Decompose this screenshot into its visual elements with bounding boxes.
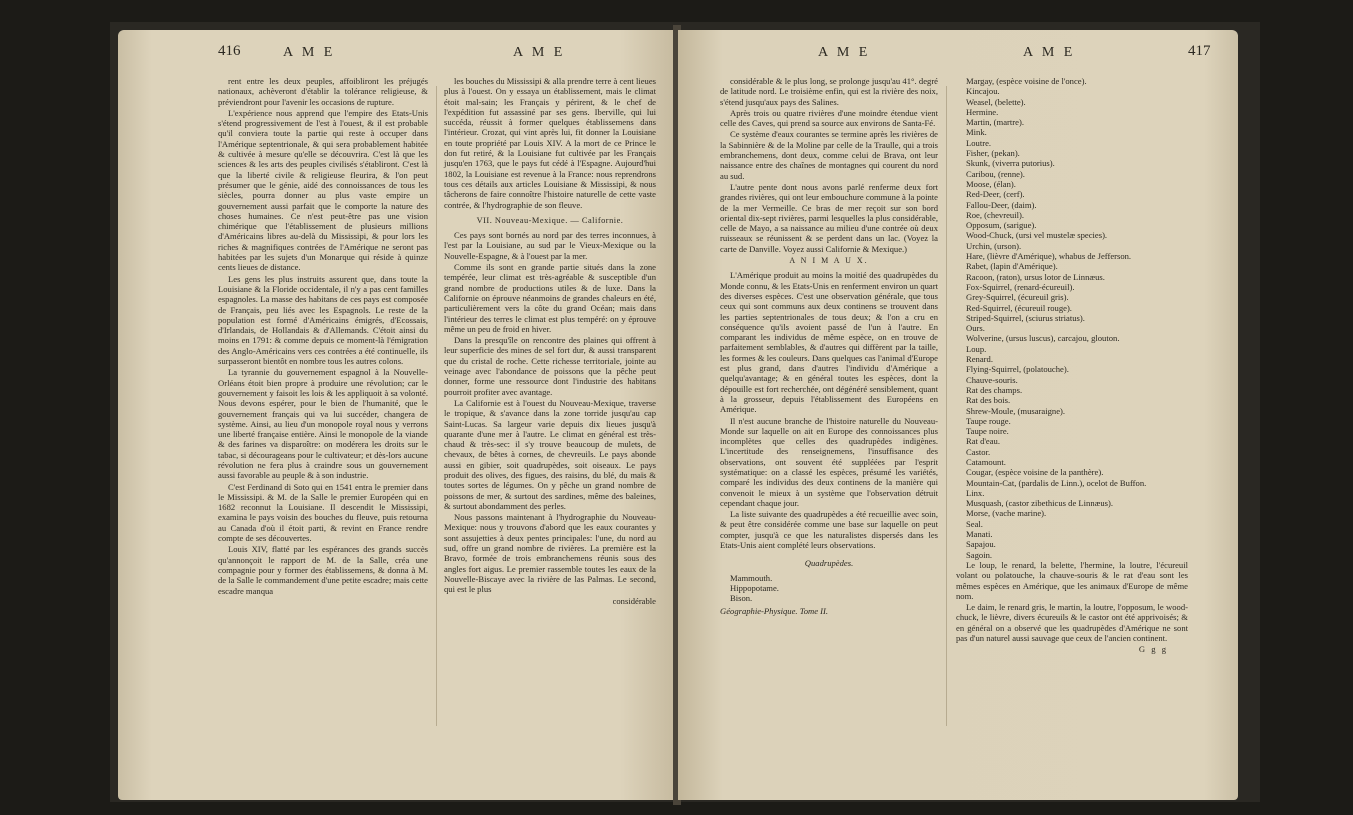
list-item: Castor.	[966, 446, 991, 457]
right-page	[678, 30, 1238, 800]
paragraph: L'Amérique produit au moins la moitié des quadrupèdes du Monde connu, & les Etats-Unis en renferment environ un quart des diverses espèces. C'est une observation générale, que tous ceux qui sont communs aux deux continens se trouvent dans les parties septentrionales de tous deux; & l'on a cru en conséquence qu'ils avoient passé de l'un à l'autre. En comparant les individus de même espèce, on en trouve de parfaitement semblables, & d'autres qui diffèrent par la taille, les formes & les couleurs. Dans quelques cas l'animal d'Europe est plus grand, dans d'autres l'individu d'Amérique a quelqu'avantage; & en général toutes les espèces, dont la dépouille est fort recherchée, ont dégénéré sensiblement, quant à la grosseur, depuis l'établissement des Européens en Amérique.	[720, 270, 938, 415]
list-item: Sagoin.	[966, 549, 993, 560]
list-heading: Quadrupèdes.	[804, 558, 854, 569]
list-item: Skunk, (viverra putorius).	[966, 158, 1055, 169]
paragraph: Ces pays sont bornés au nord par des terres inconnues, à l'est par la Louisiane, au sud par le Vieux-Mexique ou la Nouvelle-Espagne, & à l'ouest par la mer.	[444, 230, 656, 261]
paragraph: L'autre pente dont nous avons parlé renferme deux fort grandes rivières, qui ont leur embouchure commune à la pointe de la mer Vermeille. Ce bras de mer reçoit sur son bord oriental dix-sept rivières, parmi lesquelles la plus considérable, celle de Mayo, a sa naissance au milieu d'une contrée où deux ruisseaux se réunissent & se perdent dans un lac. (Voyez la carte de Danville. Voyez aussi Californie & Mexique.)	[720, 181, 938, 254]
left-page	[118, 30, 676, 800]
list-item: Loup.	[966, 343, 987, 354]
list-item: Rat des champs.	[966, 384, 1023, 395]
list-item: Striped-Squirrel, (sciurus striatus).	[966, 312, 1085, 323]
left-column-2	[444, 76, 656, 606]
list-item: Wood-Chuck, (ursi vel mustelæ species).	[966, 230, 1108, 241]
paragraph: Dans la presqu'île on rencontre des plaines qui offrent à leur superficie des mines de sel fort dur, & aussi transparent que du cristal de roche. Cette richesse territoriale, jointe au veinage avec l'abondance de poissons que la pêche peut donner, forme une ressource dont l'industrie des habitans pourroit profiter avec avantage.	[444, 335, 656, 397]
list-item: Mountain-Cat, (pardalis de Linn.), ocelot de Buffon.	[966, 477, 1147, 488]
list-item: Rat d'eau.	[966, 436, 1001, 447]
section-heading: VII. Nouveau-Mexique. — Californie.	[476, 215, 624, 225]
running-head: A M E	[283, 45, 336, 60]
list-item: Musquash, (castor zibethicus de Linnæus).	[966, 498, 1114, 509]
list-item: Catamount.	[966, 456, 1006, 467]
list-item: Grey-Squirrel, (écureuil gris).	[966, 292, 1069, 303]
running-head: A M E	[818, 45, 871, 60]
list-item: Rabet, (lapin d'Amérique).	[966, 261, 1058, 272]
list-item: Chauve-souris.	[966, 374, 1018, 385]
animal-list	[956, 76, 1188, 560]
paragraph: La liste suivante des quadrupèdes a été recueillie avec soin, & peut être considérée comme une base sur laquelle on peut compter, jusqu'à ce que les naturalistes dispersés dans les Etats-Unis aient complété leurs observations.	[720, 509, 938, 551]
list-item: Hippopotame.	[730, 582, 779, 593]
list-item: Weasel, (belette).	[966, 96, 1026, 107]
list-item: Cougar, (espèce voisine de la panthère).	[966, 467, 1104, 478]
list-item: Loutre.	[966, 137, 992, 148]
paragraph: Il n'est aucune branche de l'histoire naturelle du Nouveau-Monde sur laquelle on ait en Europe des connoissances plus incomplètes que celles des quadrupèdes indigènes. L'incertitude des renseignemens, l'insuffisance des observations, ont souvent été suppléées par l'esprit systématique: on a classé les espèces, présumé les variétés, comparé les individus des deux continens de la manière qui convenoit le mieux à un système que l'observation détruit cependant chaque jour.	[720, 415, 938, 508]
page-number: 417	[1188, 43, 1211, 59]
list-item: Margay, (espèce voisine de l'once).	[966, 76, 1087, 86]
section-heading: A N I M A U X.	[789, 256, 869, 266]
paragraph: Le loup, le renard, la belette, l'hermine, la loutre, l'écureuil volant ou polatouche, la chauve-souris & le rat d'eau sont les mêmes espèces en Amérique, que les animaux d'Europe de même nom.	[956, 559, 1188, 601]
paragraph: les bouches du Mississipi & alla prendre terre à cent lieues plus à l'ouest. On y essaya un établissement, mais le climat étoit mal-sain; les Français y périrent, & le chef de l'expédition fut assassiné par ses gens. Iberville, qui lui succéda, réussit à former quelques établissemens dans l'intérieur. Crozat, qui vint après lui, fit donner la Louisiane en toute propriété par Louis XIV. A la mort de ce Prince le don fut retiré, & la Louisiane fut cultivée par les Français jusqu'en 1763, que le pays fut cédé à l'Espagne. Aujourd'hui 1802, la Louisiane est revenue à la France: nous reprendrons tous ces détails aux articles Louisiane & Mississipi, & nous tâcherons de faire connoître l'histoire naturelle de cette vaste contrée, & l'hydrographie de son fleuve.	[444, 76, 656, 210]
right-column-1	[720, 76, 938, 616]
paragraph: Louis XIV, flatté par les espérances des grands succès qu'annonçoit le rapport de M. de la Salle, créa une compagnie pour y former des établissemens, & donna à M. de la Salle le commandement d'une petite escadre; mais cette escadre manqua	[218, 544, 428, 596]
column-rule	[436, 86, 437, 726]
right-column-2	[956, 76, 1188, 655]
list-item: Racoon, (raton), ursus lotor de Linnæus.	[966, 271, 1105, 282]
list-item: Bison.	[730, 593, 753, 604]
list-item: Renard.	[966, 354, 993, 365]
list-item: Manati.	[966, 529, 993, 540]
catchword: considérable	[612, 595, 656, 606]
paragraph: Après trois ou quatre rivières d'une moindre étendue vient celle des Caves, qui prend sa source aux environs de Santa-Fé.	[720, 107, 938, 129]
list-item: Roe, (chevreuil).	[966, 209, 1024, 220]
list-item: Morse, (vache marine).	[966, 508, 1047, 519]
left-column-1	[218, 76, 428, 597]
paragraph: C'est Ferdinand di Soto qui en 1541 entra le premier dans le Mississipi. & M. de la Salle le premier Européen qui en 1682 reconnut la Louisiane. Il descendit le Mississipi, examina le pays voisin des bouches du fleuve, puis retourna au Canada d'où il étoit parti, & revint en France rendre compte de ses découvertes.	[218, 481, 428, 544]
list-item: Fox-Squirrel, (renard-écureuil).	[966, 281, 1075, 292]
list-item: Red-Squirrel, (écureuil rouge).	[966, 302, 1072, 313]
list-item: Red-Deer, (cerf).	[966, 189, 1025, 200]
list-item: Opposum, (sarigue).	[966, 220, 1037, 231]
list-item: Fallou-Deer, (daim).	[966, 199, 1037, 210]
list-item: Hare, (lièvre d'Amérique), whabus de Jefferson.	[966, 251, 1132, 262]
paragraph: rent entre les deux peuples, affoibliront les préjugés nationaux, achèveront d'établir la tolérance religieuse, & préviendront pour l'avenir les occasions de rupture.	[218, 76, 428, 107]
paragraph: Nous passons maintenant à l'hydrographie du Nouveau-Mexique: nous y trouvons d'abord que les eaux courantes y sont assujetties à deux pentes principales: l'une, du nord au sud, offre un grand nombre de rivières. La première est la Bravo, formée de trois embranchemens réunis sous des angles fort aigus. Le premier rassemble toutes les eaux de la Nouvelle-Biscaye avec la rivière de las Palmas. Le second, qui est le plus	[444, 512, 656, 595]
animal-list	[720, 573, 938, 604]
paragraph: L'expérience nous apprend que l'empire des Etats-Unis s'étend progressivement de l'est à l'ouest, & il est probable qu'il conviera toute la partie qui reste à occuper dans l'Amérique septentrionale, & qui sera probablement habitée & cultivée à mesure qu'elle se découvrira. C'est là que les sciences & les arts des peuples civilisés s'établiront. C'est là que la liberté civile & religieuse fleurira, & l'on peut présumer que le génie, aidé des connoissances de tous les siècles, pourra donner au plus vaste empire un gouvernement aussi parfait que le comporte la nature des choses humaines. Ce n'est peut-être pas une vision chimérique que l'établissement de plusieurs millions d'Américains libres au-delà du Mississipi, & pour lors les riches & magnifiques contrées de l'Amérique ne seront pas habitées par les sujets d'un Monarque qui réside à quinze cents lieues de distance.	[218, 107, 428, 273]
list-item: Linx.	[966, 487, 985, 498]
page-footer: Géographie-Physique. Tome II.	[720, 605, 829, 616]
list-item: Martin, (martre).	[966, 117, 1024, 128]
list-item: Sapajou.	[966, 539, 996, 550]
list-item: Flying-Squirrel, (polatouche).	[966, 364, 1069, 375]
list-item: Mammouth.	[730, 572, 773, 583]
list-item: Seal.	[966, 518, 983, 529]
list-item: Taupe noire.	[966, 426, 1009, 437]
column-rule	[946, 86, 947, 726]
paragraph: considérable & le plus long, se prolonge jusqu'au 41°. degré de latitude nord. Le troisième enfin, qui est la rivière des noix, s'étend jusqu'aux pays des Salines.	[720, 76, 938, 107]
running-head: A M E	[1023, 45, 1076, 60]
signature-mark: G g g	[1138, 644, 1168, 655]
list-item: Taupe rouge.	[966, 415, 1011, 426]
page-number: 416	[218, 43, 241, 59]
paragraph: La Californie est à l'ouest du Nouveau-Mexique, traverse le tropique, & s'avance dans la zone torride jusqu'au cap Saint-Lucas. Sa largeur varie depuis dix lieues jusqu'à quarante d'une mer à l'autre. Le climat en général est très-chaud & très-sec: il s'y trouve beaucoup de mulets, de chevaux, de bêtes à cornes, de chevreuils. Le pays abonde aussi en gibier, soit quadrupèdes, soit oiseaux. Le pays produit des olives, des figues, des raisins, du blé, du maïs & toutes sortes de légumes. On y pêche un grand nombre de poissons de mer, & surtout des sardines, même des baleines, & surtout abondamment des perles.	[444, 397, 656, 511]
paragraph: Comme ils sont en grande partie situés dans la zone tempérée, leur climat est très-agréable & susceptible d'un grand nombre de productions utiles & de luxe. Dans la Californie on éprouve néanmoins de grandes chaleurs en été, particulièrement vers la côte du grand Océan; mais dans l'intérieur des terres le climat est plus tempéré: on y éprouve même un peu de froid en hiver.	[444, 262, 656, 334]
list-item: Ours.	[966, 323, 985, 334]
running-head: A M E	[513, 45, 566, 60]
list-item: Fisher, (pekan).	[966, 148, 1020, 159]
list-item: Caribou, (renne).	[966, 168, 1025, 179]
list-item: Kincajou.	[966, 86, 1000, 97]
list-item: Shrew-Moule, (musaraigne).	[966, 405, 1066, 416]
list-item: Urchin, (urson).	[966, 240, 1022, 251]
list-item: Hermine.	[966, 106, 999, 117]
paragraph: Les gens les plus instruits assurent que, dans toute la Louisiane & la Floride occidentale, il n'y a pas cent familles espagnoles. La masse des habitans de ces pays est composée de Français, peu liés avec les Espagnols. Le reste de la population est formé d'Américains émigrés, d'Ecossais, d'Irlandais, de Hollandais & d'Allemands. C'étoit ainsi du moins en 1791: & comme depuis ce moment-là l'émigration des Anglo-Américains vers ces contrées a été continuelle, ils surpasseront bientôt en nombre tous les autres colons.	[218, 273, 428, 367]
list-item: Wolverine, (ursus luscus), carcajou, glouton.	[966, 333, 1120, 344]
list-item: Rat des bois.	[966, 395, 1011, 406]
paragraph: Ce système d'eaux courantes se termine après les rivières de la Sabinnière & de la Moline par celle de la Traulle, qui a trois embranchemens, dont deux, comme celui de Brava, ont leur naissance entre des chaînes de montagnes qui courent du nord au sud.	[720, 129, 938, 181]
list-item: Moose, (élan).	[966, 178, 1016, 189]
paragraph: Le daim, le renard gris, le martin, la loutre, l'opposum, le wood-chuck, le lièvre, divers écureuils & le castor ont été apprivoisés; & en général on a observé que les quadrupèdes d'Amérique ne sont pas d'un naturel aussi sauvage que ceux de l'ancien continent.	[956, 602, 1188, 644]
list-item: Mink.	[966, 127, 987, 138]
paragraph: La tyrannie du gouvernement espagnol à la Nouvelle-Orléans étoit bien propre à produire une révolution; car le gouvernement y faisoit les lois & les appliquoit à sa volonté. Nous devons espérer, pour le bien de l'humanité, que le gouvernement français qui va lui succéder, changera de système. Ainsi, au lieu d'un monopole royal nous y verrons une liberté française entière. Ainsi le monopole de la viande & des farines va disparoître: on modérera les droits sur le tabac, si décourageans pour le cultivateur; et dès-lors aucune révolution ne fera plus à craindre sous un gouvernement aussi favorable au peuple & à son industrie.	[218, 367, 428, 481]
